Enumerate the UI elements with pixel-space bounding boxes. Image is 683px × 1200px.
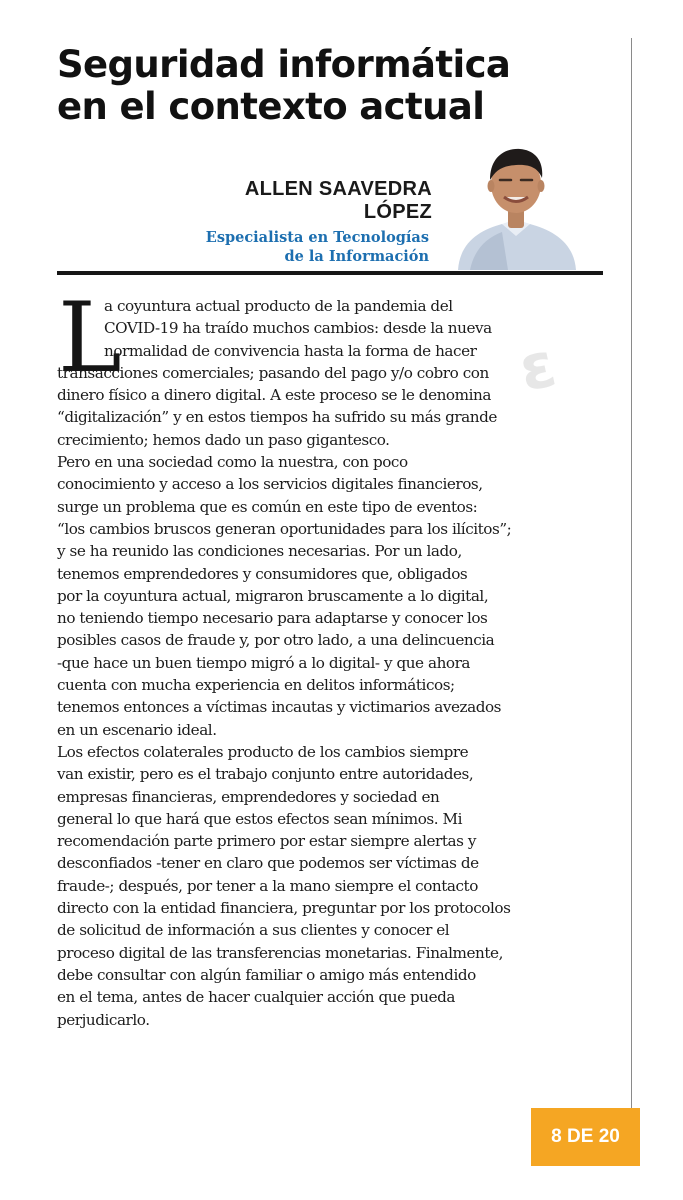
body-line: -que hace un buen tiempo migró a lo digital- y que ahora (57, 653, 471, 672)
body-line: COVID-19 ha traído muchos cambios: desde la nueva (104, 319, 492, 338)
body-line: crecimiento; hemos dado un paso gigantesco. (57, 430, 390, 449)
author-role-line-2: de la Información (284, 248, 429, 265)
headline-line-1: Seguridad informática (57, 43, 511, 86)
body-line: surge un problema que es común en este tipo de eventos: (57, 497, 478, 516)
body-line: desconfiados -tener en claro que podemos ser víctimas de (57, 854, 479, 873)
headline-line-2: en el contexto actual (57, 85, 485, 128)
article-body (57, 295, 627, 1031)
body-line: dinero físico a dinero digital. A este proceso se le denomina (57, 386, 491, 405)
body-line: Pero en una sociedad como la nuestra, con poco (57, 453, 408, 472)
body-line: tenemos emprendedores y consumidores que, obligados (57, 564, 468, 583)
body-line: “digitalización” y en estos tiempos ha sufrido su más grande (57, 408, 497, 427)
body-line: Los efectos colaterales producto de los cambios siempre (57, 742, 469, 761)
body-line: general lo que hará que estos efectos sean mínimos. Mi (57, 809, 462, 828)
author-photo (450, 138, 580, 270)
body-line: debe consultar con algún familiar o amigo más entendido (57, 965, 476, 984)
body-line: de solicitud de información a sus clientes y conocer el (57, 921, 450, 940)
body-line: cuenta con mucha experiencia en delitos informáticos; (57, 676, 455, 695)
body-line: y se ha reunido las condiciones necesarias. Por un lado, (57, 542, 462, 561)
author-name (150, 178, 432, 224)
page-indicator-badge: 8 DE 20 (531, 1108, 640, 1166)
author-name-line-2: LÓPEZ (363, 201, 432, 223)
body-line: “los cambios bruscos generan oportunidades para los ilícitos”; (57, 519, 512, 538)
body-line: transacciones comerciales; pasando del pago y/o cobro con (57, 363, 489, 382)
header-divider (57, 271, 603, 275)
watermark: ε (512, 327, 562, 406)
body-line: en un escenario ideal. (57, 720, 217, 739)
body-line: tenemos entonces a víctimas incautas y victimarios avezados (57, 698, 502, 717)
body-line: empresas financieras, emprendedores y sociedad en (57, 787, 440, 806)
body-line: posibles casos de fraude y, por otro lado, a una delincuencia (57, 631, 495, 650)
author-name-line-1: ALLEN SAAVEDRA (244, 178, 432, 200)
article-headline (57, 44, 627, 128)
body-line: recomendación parte primero por estar siempre alertas y (57, 832, 476, 851)
author-role (120, 228, 429, 266)
body-line: por la coyuntura actual, migraron bruscamente a lo digital, (57, 586, 489, 605)
drop-cap: L (58, 282, 122, 394)
author-role-line-1: Especialista en Tecnologías (205, 229, 429, 246)
body-line: van existir, pero es el trabajo conjunto entre autoridades, (57, 765, 474, 784)
body-line: perjudicarlo. (57, 1010, 150, 1029)
body-line: conocimiento y acceso a los servicios digitales financieros, (57, 475, 483, 494)
body-line: normalidad de convivencia hasta la forma de hacer (104, 341, 477, 360)
body-line: en el tema, antes de hacer cualquier acción que pueda (57, 988, 456, 1007)
body-line: fraude-; después, por tener a la mano siempre el contacto (57, 876, 478, 895)
body-line: no teniendo tiempo necesario para adaptarse y conocer los (57, 609, 488, 628)
column-rule (631, 38, 632, 1150)
body-line: a coyuntura actual producto de la pandemia del (104, 297, 453, 315)
body-line: directo con la entidad financiera, preguntar por los protocolos (57, 899, 511, 918)
body-line: proceso digital de las transferencias monetarias. Finalmente, (57, 943, 503, 962)
